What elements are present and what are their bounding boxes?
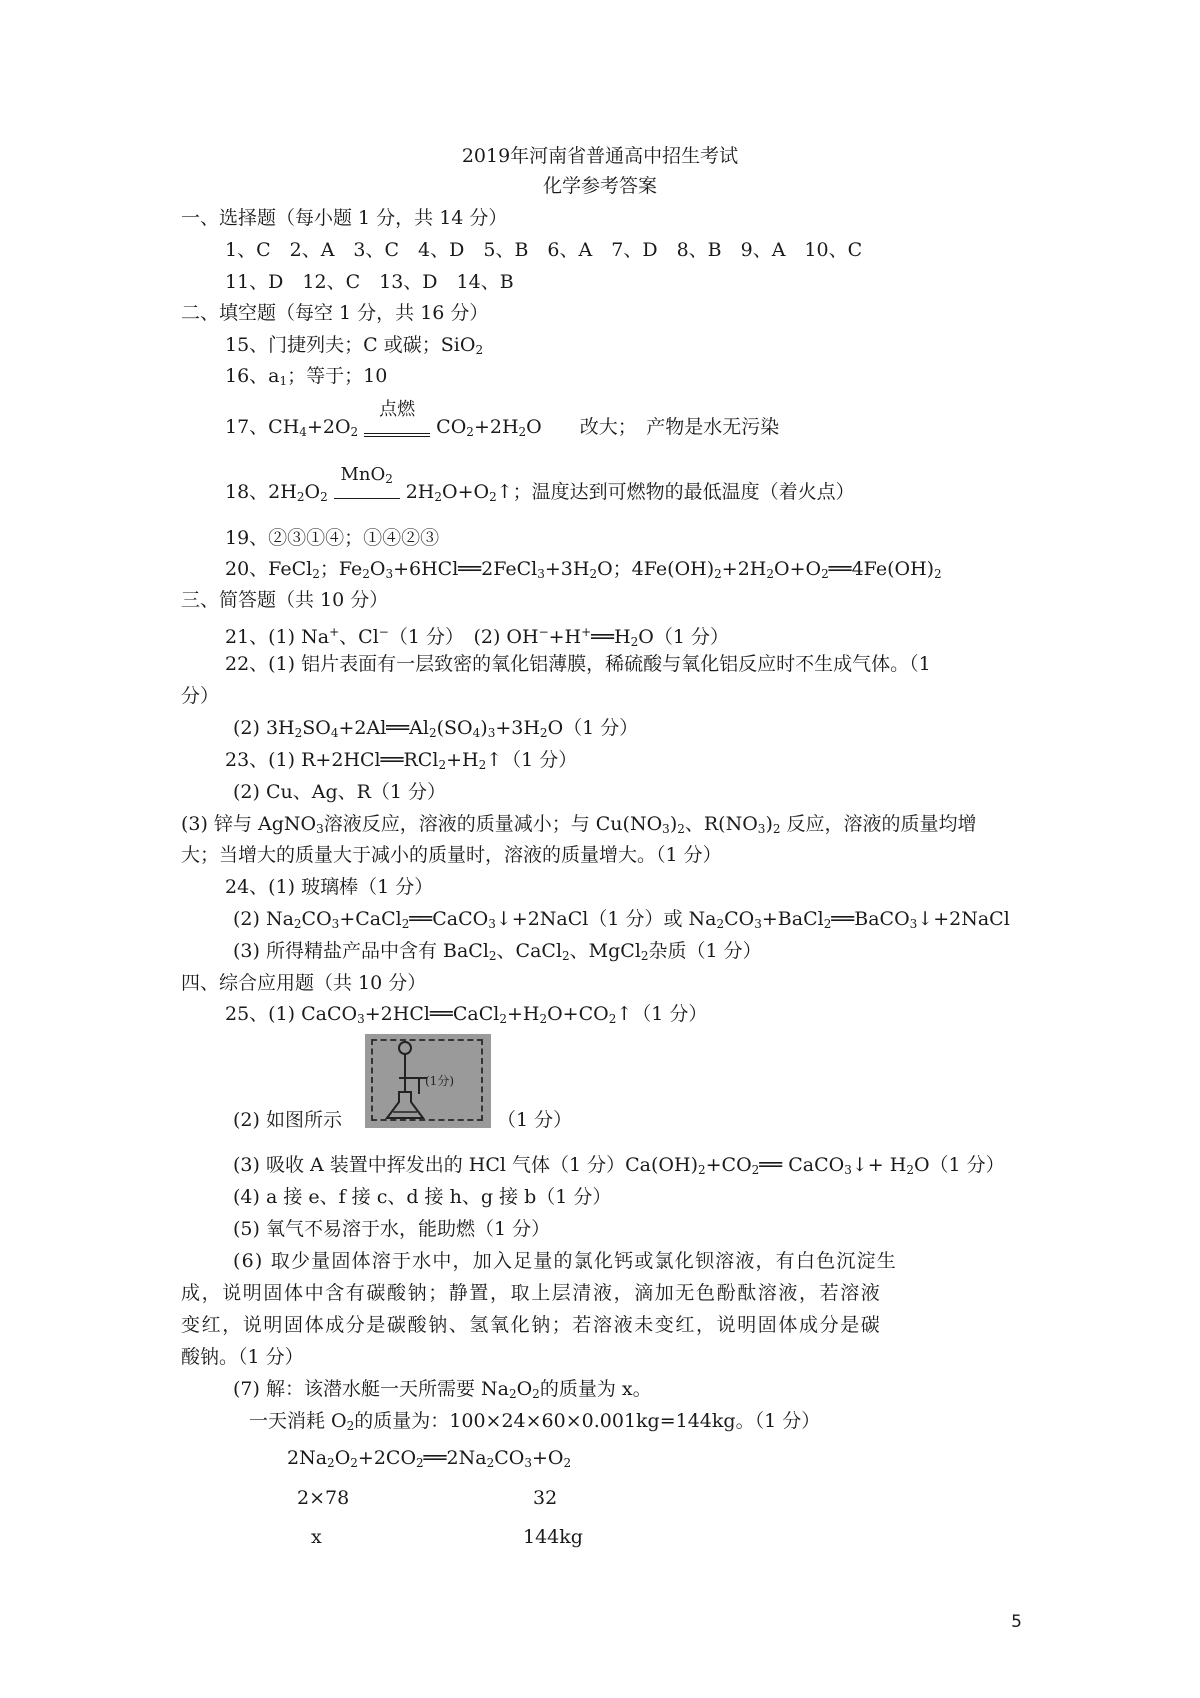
answer-22-2: (2) $3H_2SO_4+2Al══Al_2(SO_4)_3+3H_2O(1$ 分） — [233, 717, 639, 740]
answer-16: 16、$a_1$；等于；10 — [225, 365, 388, 388]
section-heading-short: 三、简答题（共 10 分） — [181, 589, 389, 611]
answer-25-6-line3: 变红，说明固体成分是碳酸钠、氢氧化钠；若溶液未变红，说明固体成分是碳 — [181, 1314, 882, 1336]
answer-25-6-line2: 成，说明固体中含有碳酸钠；静置，取上层清液，滴加无色酚酞溶液，若溶液 — [181, 1282, 882, 1304]
choice-answers-row-2: 11、D 12、C 13、D 14、B — [225, 271, 514, 293]
answer-25-2: (2) 如图所示 — [233, 1109, 342, 1131]
answer-25-7-calc: 一天消耗 $O_2$的质量为：100×24×60×0.001kg=144kg。（1 分） — [249, 1410, 821, 1433]
answer-25-2-score: （1 分） — [497, 1109, 573, 1131]
answer-23-3: (3) 锌与 AgNO$_3$溶液反应，溶液的质量减小；与 $Cu(NO_3)_2$、$R(NO_3)_2$ 反应，溶液的质量均增 — [181, 813, 977, 836]
answer-25-6-line4: 酸钠。（1 分） — [181, 1346, 304, 1368]
answer-24-2: (2) $Na_2CO_3+CaCl_2══CaCO_3↓+2NaCl(1$ 分）或 $Na_2CO_3+BaCl_2══BaCO_3↓+2NaCl$ — [233, 908, 1010, 931]
answer-23-1: 23、(1) $R+2HCl══RCl_2+H_2↑(1$ 分） — [225, 749, 578, 772]
answer-24-1: 24、(1) 玻璃棒（1 分） — [225, 876, 434, 898]
ratio-left-1: 2×78 — [297, 1487, 350, 1509]
answer-20: 20、FeCl$_2$；$Fe_2O_3+6HCl══2FeCl_3+3H_2O$；$4Fe(OH)_2+2H_2O+O_2══4Fe(OH)_2$ — [225, 558, 942, 581]
section-heading-comprehensive: 四、综合应用题（共 10 分） — [181, 972, 427, 994]
reaction-equation: $2Na_2O_2+2CO_2══2Na_2CO_3+O_2$ — [287, 1447, 572, 1470]
reaction-condition: MnO$_2$ — [328, 485, 406, 509]
apparatus-figure — [365, 1034, 491, 1128]
answer-25-7: (7) 解：该潜水艇一天所需要 $Na_2O_2$的质量为 x。 — [233, 1378, 652, 1401]
figure-label: (1分) — [425, 1074, 454, 1088]
section-heading-choice: 一、选择题（每小题 1 分，共 14 分） — [181, 207, 508, 229]
page-title: 2019年河南省普通高中招生考试 — [461, 145, 739, 167]
answer-22-1: 22、(1) 铝片表面有一层致密的氧化铝薄膜，稀硫酸与氧化铝反应时不生成气体。（1 — [225, 653, 931, 675]
answer-25-6: (6) 取少量固体溶于水中，加入足量的氯化钙或氯化钡溶液，有白色沉淀生 — [233, 1250, 897, 1272]
answer-25-3: (3) 吸收 A 装置中挥发出的 HCl 气体（1 分）$Ca(OH)_2+CO_2══$ CaCO$_3$↓+ $H_2O(1$ 分） — [233, 1154, 1005, 1177]
answer-25-4: (4) a 接 e、f 接 c、d 接 h、g 接 b（1 分） — [233, 1186, 612, 1208]
page-number: 5 — [1011, 1612, 1022, 1632]
answer-22-1-cont: 分） — [181, 685, 220, 707]
ratio-right-2: 144kg — [523, 1526, 583, 1548]
ratio-left-2: x — [311, 1526, 322, 1548]
answer-18: 18、$2H_2O_2$ MnO$_2$ $2H_2O+O_2↑$；温度达到可燃物的最低温度（着火点） — [225, 480, 855, 509]
answer-17: 17、$CH_4+2O_2$ 点燃 $CO_2+2H_2O$ 改大； 产物是水无污染 — [225, 415, 779, 444]
section-heading-fill: 二、填空题（每空 1 分，共 16 分） — [181, 302, 489, 324]
ratio-right-1: 32 — [533, 1487, 558, 1509]
answer-23-3-cont: 大；当增大的质量大于减小的质量时，溶液的质量增大。（1 分） — [181, 844, 722, 866]
answer-19: 19、②③①④；①④②③ — [225, 527, 440, 549]
answer-21: 21、(1) Na+、Cl−（1 分） (2) $OH^-+H^+══H_2O(1$ 分） — [225, 625, 730, 649]
answer-24-3: (3) 所得精盐产品中含有 BaCl$_2$、CaCl$_2$、MgCl$_2$杂质（1 分） — [233, 940, 762, 963]
page-subtitle: 化学参考答案 — [542, 175, 657, 197]
reaction-condition: 点燃 — [358, 420, 436, 444]
answer-25-1: 25、(1) $CaCO_3+2HCl══CaCl_2+H_2O+CO_2↑(1$ 分） — [225, 1003, 708, 1026]
answer-15: 15、门捷列夫；C 或碳；SiO$_2$ — [225, 334, 484, 357]
answer-23-2: (2) Cu、Ag、R（1 分） — [233, 781, 447, 803]
choice-answers-row-1: 1、C 2、A 3、C 4、D 5、B 6、A 7、D 8、B 9、A 10、C — [225, 239, 863, 261]
answer-25-5: (5) 氧气不易溶于水，能助燃（1 分） — [233, 1218, 551, 1240]
